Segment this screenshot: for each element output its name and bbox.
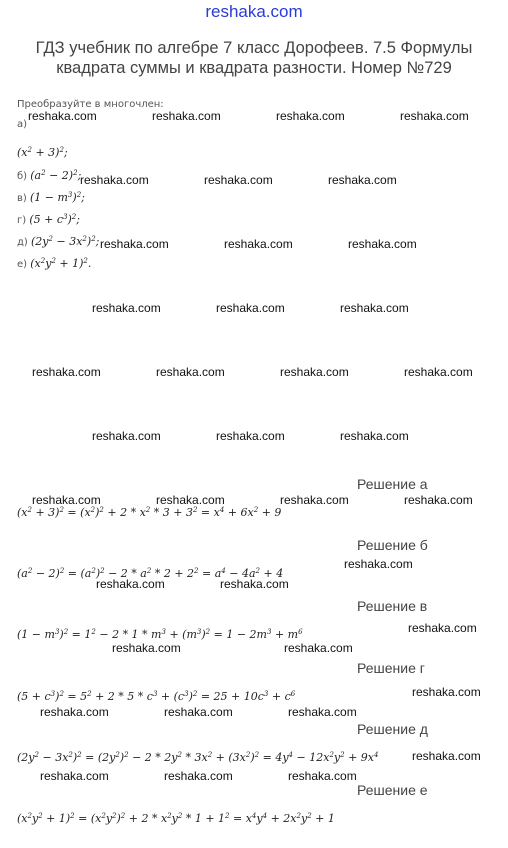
watermark: reshaka.com xyxy=(92,429,161,443)
page-title: ГДЗ учебник по алгебре 7 класс Дорофеев. 7.5 Формулы квадрата суммы и квадрата разности. Номер №729 xyxy=(35,39,473,77)
watermark: reshaka.com xyxy=(156,365,225,379)
item-expression: $(2y^2 - 3x^2)^2$; xyxy=(31,235,100,248)
watermark: reshaka.com xyxy=(284,641,353,655)
solution-heading-b: Решение б xyxy=(357,537,428,553)
watermark: reshaka.com xyxy=(408,621,477,635)
watermark: reshaka.com xyxy=(156,493,225,507)
watermark: reshaka.com xyxy=(40,769,109,783)
watermark: reshaka.com xyxy=(400,109,469,123)
problem-item-g xyxy=(17,213,80,226)
watermark: reshaka.com xyxy=(96,577,165,591)
item-label: д) xyxy=(17,237,28,248)
watermark: reshaka.com xyxy=(32,365,101,379)
item-label: г) xyxy=(17,215,27,226)
problem-item-v xyxy=(17,191,85,204)
watermark: reshaka.com xyxy=(344,557,413,571)
solution-formula-g: $(5 + c^3)^2 = 5^2 + 2 * 5 * c^3 + (c^3)^2 = 25 + 10c^3 + c^6$ xyxy=(17,690,296,703)
solution-heading-a: Решение а xyxy=(357,476,428,492)
watermark: reshaka.com xyxy=(216,429,285,443)
item-label: в) xyxy=(17,193,27,204)
item-label: б) xyxy=(17,171,28,182)
watermark: reshaka.com xyxy=(288,705,357,719)
watermark: reshaka.com xyxy=(328,173,397,187)
problem-item-a-expr xyxy=(17,146,68,159)
solution-formula-v: $(1 - m^3)^2 = 1^2 - 2 * 1 * m^3 + (m^3)^2 = 1 - 2m^3 + m^6$ xyxy=(17,628,303,641)
item-expression: $(5 + c^3)^2$; xyxy=(29,213,80,226)
problem-item-e xyxy=(17,257,91,270)
watermark: reshaka.com xyxy=(412,749,481,763)
watermark: reshaka.com xyxy=(28,109,97,123)
watermark: reshaka.com xyxy=(348,237,417,251)
site-logo[interactable]: reshaka.com xyxy=(205,2,303,21)
problem-item-a xyxy=(17,119,27,130)
item-expression: $(1 - m^3)^2$; xyxy=(29,191,85,204)
solution-formula-e: $(x^2y^2 + 1)^2 = (x^2y^2)^2 + 2 * x^2y^2 * 1 + 1^2 = x^4y^4 + 2x^2y^2 + 1$ xyxy=(17,812,335,825)
watermark: reshaka.com xyxy=(100,237,169,251)
watermark: reshaka.com xyxy=(288,769,357,783)
watermark: reshaka.com xyxy=(152,109,221,123)
item-expression: $(x^2y^2 + 1)^2$. xyxy=(30,257,92,270)
item-expression: $(x^2 + 3)^2$; xyxy=(17,146,68,159)
watermark: reshaka.com xyxy=(224,237,293,251)
watermark: reshaka.com xyxy=(92,301,161,315)
watermark: reshaka.com xyxy=(404,493,473,507)
problem-item-b xyxy=(17,169,81,182)
watermark: reshaka.com xyxy=(404,365,473,379)
solution-formula-d: $(2y^2 - 3x^2)^2 = (2y^2)^2 - 2 * 2y^2 * 3x^2 + (3x^2)^2 = 4y^4 - 12x^2y^2 + 9x^4$ xyxy=(17,751,379,764)
problem-item-d xyxy=(17,235,99,248)
solution-formula-a: $(x^2 + 3)^2 = (x^2)^2 + 2 * x^2 * 3 + 3^2 = x^4 + 6x^2 + 9$ xyxy=(17,506,282,519)
watermark: reshaka.com xyxy=(216,301,285,315)
watermark: reshaka.com xyxy=(112,641,181,655)
watermark: reshaka.com xyxy=(280,365,349,379)
solution-heading-g: Решение г xyxy=(357,660,425,676)
solution-heading-e: Решение е xyxy=(357,782,428,798)
solution-formula-b: $(a^2 - 2)^2 = (a^2)^2 - 2 * a^2 * 2 + 2^2 = a^4 - 4a^2 + 4$ xyxy=(17,567,284,580)
watermark: reshaka.com xyxy=(40,705,109,719)
solution-heading-d: Решение д xyxy=(357,721,428,737)
watermark: reshaka.com xyxy=(340,429,409,443)
item-expression: $(a^2 - 2)^2$; xyxy=(30,169,82,182)
watermark: reshaka.com xyxy=(412,685,481,699)
watermark: reshaka.com xyxy=(276,109,345,123)
problem-prompt: Преобразуйте в многочлен: xyxy=(17,99,164,110)
watermark: reshaka.com xyxy=(164,769,233,783)
watermark: reshaka.com xyxy=(204,173,273,187)
watermark: reshaka.com xyxy=(340,301,409,315)
watermark: reshaka.com xyxy=(164,705,233,719)
item-label: а) xyxy=(17,119,28,130)
solution-heading-v: Решение в xyxy=(357,598,428,614)
watermark: reshaka.com xyxy=(80,173,149,187)
item-label: е) xyxy=(17,259,28,270)
watermark: reshaka.com xyxy=(280,493,349,507)
watermark: reshaka.com xyxy=(32,493,101,507)
watermark: reshaka.com xyxy=(220,577,289,591)
